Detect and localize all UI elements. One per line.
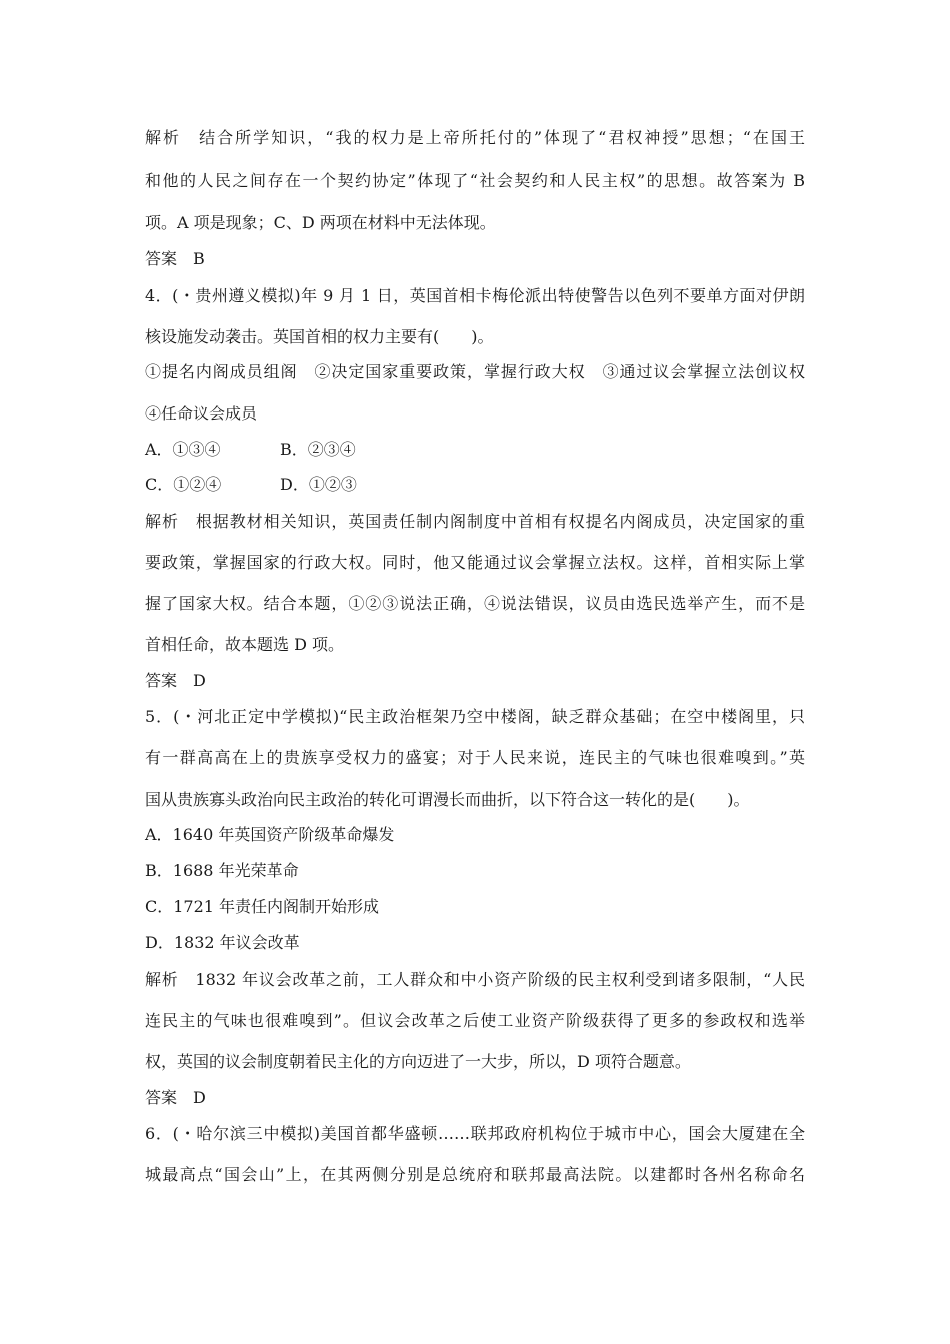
q4-option-a: A．①③④ xyxy=(145,440,221,459)
q4-option-d: D．①②③ xyxy=(280,475,357,494)
q5-option-c: C．1721 年责任内阁制开始形成 xyxy=(145,897,380,916)
q4-stem-line-1: 4．(・贵州遵义模拟)年 9 月 1 日，英国首相卡梅伦派出特使警告以色列不要单方面对伊朗 xyxy=(145,286,805,305)
q4-options-row-2 xyxy=(145,472,357,495)
q5-analysis-line-1: 解析 1832 年议会改革之前，工人群众和中小资产阶级的民主权利受到诸多限制，“人民 xyxy=(145,970,805,989)
q4-answer: 答案 D xyxy=(145,671,206,690)
q4-items-line-2: ④任命议会成员 xyxy=(145,404,258,423)
q3-analysis-line-1: 解析 结合所学知识，“我的权力是上帝所托付的”体现了“君权神授”思想；“在国王 xyxy=(145,128,805,147)
q5-stem-line-2: 有一群高高在上的贵族享受权力的盛宴；对于人民来说，连民主的气味也很难嗅到。”英 xyxy=(145,748,805,767)
q4-analysis-line-3: 握了国家大权。结合本题，①②③说法正确，④说法错误，议员由选民选举产生，而不是 xyxy=(145,594,805,613)
q3-analysis-line-2: 和他的人民之间存在一个契约协定”体现了“社会契约和人民主权”的思想。故答案为 B xyxy=(145,171,805,190)
q4-analysis-line-4: 首相任命，故本题选 D 项。 xyxy=(145,635,345,654)
q3-analysis-line-3: 项。A 项是现象；C、D 两项在材料中无法体现。 xyxy=(145,213,496,232)
q4-analysis-line-1: 解析 根据教材相关知识，英国责任制内阁制度中首相有权提名内阁成员，决定国家的重 xyxy=(145,512,805,531)
q4-option-c: C．①②④ xyxy=(145,475,222,494)
q5-analysis-line-3: 权，英国的议会制度朝着民主化的方向迈进了一大步，所以，D 项符合题意。 xyxy=(145,1052,691,1071)
q5-stem-line-1: 5．(・河北正定中学模拟)“民主政治框架乃空中楼阁，缺乏群众基础；在空中楼阁里，只 xyxy=(145,707,805,726)
q5-stem-line-3: 国从贵族寡头政治向民主政治的转化可谓漫长而曲折，以下符合这一转化的是( )。 xyxy=(145,790,750,809)
q5-option-a: A．1640 年英国资产阶级革命爆发 xyxy=(145,825,395,844)
q4-analysis-line-2: 要政策，掌握国家的行政大权。同时，他又能通过议会掌握立法权。这样，首相实际上掌 xyxy=(145,553,805,572)
q5-analysis-line-2: 连民主的气味也很难嗅到”。但议会改革之后使工业资产阶级获得了更多的参政权和选举 xyxy=(145,1011,805,1030)
q5-option-d: D．1832 年议会改革 xyxy=(145,933,300,952)
q5-answer: 答案 D xyxy=(145,1088,206,1107)
q4-options-row-1 xyxy=(145,437,356,460)
q3-answer: 答案 B xyxy=(145,249,205,268)
q6-stem-line-2: 城最高点“国会山”上，在其两侧分别是总统府和联邦最高法院。以建都时各州名称命名 xyxy=(145,1165,805,1184)
q4-stem-line-2: 核设施发动袭击。英国首相的权力主要有( )。 xyxy=(145,327,494,346)
q5-option-b: B．1688 年光荣革命 xyxy=(145,861,299,880)
q4-items-line-1: ①提名内阁成员组阁 ②决定国家重要政策，掌握行政大权 ③通过议会掌握立法创议权 xyxy=(145,362,805,381)
q6-stem-line-1: 6．(・哈尔滨三中模拟)美国首都华盛顿……联邦政府机构位于城市中心，国会大厦建在全 xyxy=(145,1124,805,1143)
q4-option-b: B．②③④ xyxy=(280,440,356,459)
